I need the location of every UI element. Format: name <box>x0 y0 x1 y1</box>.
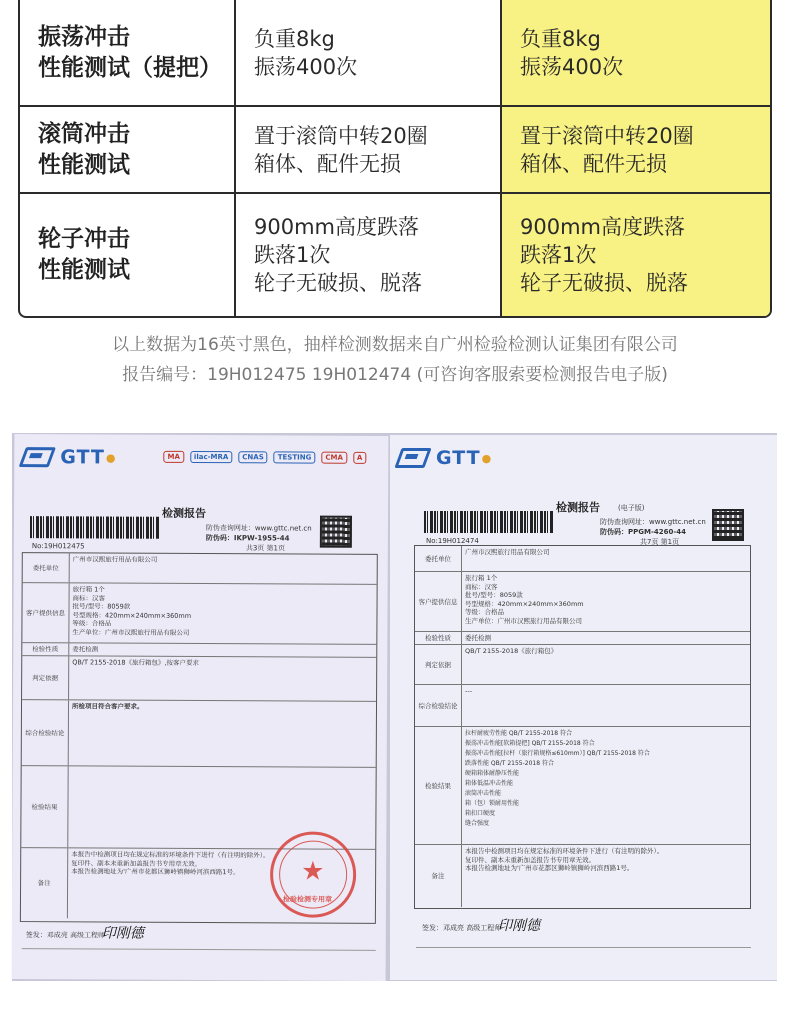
stamp-text: 检验检测专用章 <box>282 895 333 904</box>
stamp-star-icon: ★ <box>301 856 325 887</box>
result-line: 900mm高度跌落 <box>254 215 419 239</box>
cert-logo: CNAS <box>238 451 268 463</box>
form-row <box>415 572 750 632</box>
result-line: 轮子无破损、脱落 <box>520 271 688 295</box>
competitor-cell <box>236 107 502 194</box>
competitor-cell <box>236 194 502 316</box>
page-count: 共7页 第1页 <box>640 538 680 546</box>
form-label: 判定依据 <box>415 645 462 684</box>
signature: 印刚德 <box>101 925 144 942</box>
test-name-line: 性能测试（提把） <box>38 54 222 81</box>
form-row <box>415 645 750 685</box>
form-value: QB/T 2155-2018《旅行箱包》 <box>465 647 558 655</box>
form-value: 所检项目符合客户要求。 <box>71 702 144 711</box>
report-title: 检测报告 <box>161 506 207 521</box>
form-row <box>22 583 376 645</box>
form-row <box>415 685 750 727</box>
form-value: 委托检测 <box>72 645 99 654</box>
gtt-dot-icon: ● <box>105 451 116 465</box>
result-line: 轮子无破损、脱落 <box>254 271 422 295</box>
signer: 签发：邓成亮 高级工程师 <box>25 931 106 940</box>
result-line: 置于滚筒中转20圈 <box>254 123 428 148</box>
test-report-document <box>12 434 389 981</box>
cert-logos <box>164 451 367 464</box>
gtt-logo <box>398 447 491 469</box>
form-label: 综合检验结论 <box>415 685 462 726</box>
result-line: 跌落1次 <box>520 243 597 267</box>
qr-code <box>712 509 744 541</box>
cert-logo: TESTING <box>274 451 316 463</box>
gtt-logo <box>22 446 115 468</box>
report-form <box>414 545 751 909</box>
form-label: 判定依据 <box>22 656 69 699</box>
form-label: 备注 <box>415 845 462 907</box>
security-code: 防伪码：IKPW-1955-44 <box>205 534 290 543</box>
form-label: 备注 <box>21 848 68 918</box>
form-value: 旅行箱 1个 商标：汉客 批号/型号：8059款 号型规格：420mm×240mm×360mm 等级：合格品 生产单位：广州市汉熙旅行用品有限公司 <box>465 574 584 625</box>
report-title: 检测报告 <box>556 501 600 514</box>
cert-logo: A <box>353 452 366 464</box>
gtt-logo-icon <box>19 447 56 467</box>
test-name-cell <box>20 107 236 194</box>
result-line: 900mm高度跌落 <box>520 215 685 239</box>
gtt-logo-icon <box>394 448 431 468</box>
form-value: 拉杆耐疲劳性能 QB/T 2155-2018 符合 振荡冲击性能[软箱提把] QB/T 2155-2018 符合 振荡冲击性能[拉杆（旅行箱规格≤610mm）] QB/T 2155-2018 符合 跌落性能 QB/T 2155-2018 符合 硬箱箱体耐静压性能 箱体低温冲击性能 滚筒冲击性能 箱（包）锁耐用性能 箱扣口硬度 缝合强度 <box>465 730 650 827</box>
form-value: 本报告中检测项目均在规定标准的环境条件下进行（有注明的除外）。 复印件、副本未重新加盖报告书专用章无效。 本报告检测地址为'广州市花都区狮岭镇狮岭河滨西路1号。 <box>465 847 664 872</box>
form-label: 客户提供信息 <box>22 583 69 642</box>
form-label: 综合检验结论 <box>22 700 69 765</box>
form-value: QB/T 2155-2018《旅行箱包》,按客户要求 <box>72 658 200 667</box>
form-label: 检验结果 <box>415 727 462 844</box>
qr-code <box>320 516 352 548</box>
form-row <box>23 553 377 585</box>
result-line: 负重8kg <box>520 26 601 51</box>
form-row <box>415 845 750 907</box>
result-line: 箱体、配件无损 <box>520 151 667 176</box>
competitor-cell <box>236 0 502 107</box>
form-row <box>415 546 750 572</box>
form-row <box>415 632 750 645</box>
comparison-table <box>18 0 772 318</box>
report-number: No:19H012475 <box>31 542 85 551</box>
query-site: 防伪查询网址：www.gttc.net.cn <box>205 524 312 533</box>
highlight-cell <box>502 0 770 107</box>
report-number-note: 报告编号：19H012475 19H012474 (可咨询客服索要检测报告电子版) <box>122 365 668 385</box>
result-line: 跌落1次 <box>254 243 331 267</box>
data-source-note: 以上数据为16英寸黑色，抽样检测数据来自广州检验检测认证集团有限公司 <box>112 335 678 355</box>
footer-divider <box>416 947 751 948</box>
page-count: 共3页 第1页 <box>245 544 285 553</box>
official-stamp <box>270 831 356 917</box>
signer: 签发：邓成亮 高级工程师 <box>422 924 502 932</box>
form-label: 客户提供信息 <box>415 572 462 631</box>
result-line: 振荡400次 <box>254 54 358 79</box>
highlight-cell <box>502 107 770 194</box>
form-row <box>22 656 376 702</box>
form-value: 旅行箱 1个 商标：汉客 批号/型号：8059款 号型规格：420mm×240mm×360mm 等级：合格品 生产单位：广州市汉熙旅行用品有限公司 <box>72 585 192 637</box>
form-value: --- <box>465 687 473 695</box>
report-subtitle: (电子版) <box>618 504 645 512</box>
test-name-line: 振荡冲击 <box>38 23 130 50</box>
footer-divider <box>22 948 376 951</box>
test-name-line: 性能测试 <box>38 257 130 283</box>
form-label: 委托单位 <box>23 553 70 582</box>
gtt-brand: GTT <box>436 447 481 469</box>
test-name-line: 轮子冲击 <box>38 226 130 252</box>
form-value: 委托检测 <box>465 634 491 642</box>
form-row <box>415 727 750 845</box>
barcode <box>424 511 554 533</box>
form-label: 检验结果 <box>21 766 68 847</box>
gtt-dot-icon: ● <box>481 451 492 465</box>
cert-logo: MA <box>164 451 184 463</box>
form-label: 委托单位 <box>415 546 462 571</box>
test-name-line: 滚筒冲击 <box>38 120 130 147</box>
test-name-cell <box>20 194 236 316</box>
cert-logo: ilac-MRA <box>190 451 232 463</box>
result-line: 负重8kg <box>254 26 335 51</box>
barcode <box>30 516 160 539</box>
test-report-document <box>390 435 777 980</box>
form-label: 检验性质 <box>22 643 69 655</box>
query-site: 防伪查询网址：www.gttc.net.cn <box>600 518 706 526</box>
form-value: 本报告中检测项目均在规定标准的环境条件下进行（有注明的除外）。 复印件、副本未重新加盖报告书专用章无效。 本报告检测地址为'广州市花都区狮岭镇狮岭河滨西路1号。 <box>71 850 270 877</box>
report-number: No:19H012474 <box>426 537 479 545</box>
security-code: 防伪码：PPGM-4260-44 <box>600 528 687 536</box>
test-name-cell <box>20 0 236 107</box>
result-line: 置于滚筒中转20圈 <box>520 123 694 148</box>
form-value: 广州市汉熙旅行用品有限公司 <box>72 555 158 564</box>
form-row <box>22 700 376 768</box>
form-label: 检验性质 <box>415 632 462 644</box>
cert-logo: CMA <box>321 452 347 464</box>
highlight-cell <box>502 194 770 316</box>
result-line: 振荡400次 <box>520 54 624 79</box>
form-value: 广州市汉熙旅行用品有限公司 <box>465 548 550 556</box>
result-line: 箱体、配件无损 <box>254 151 401 176</box>
gtt-brand: GTT <box>60 446 105 469</box>
test-name-line: 性能测试 <box>38 151 130 178</box>
signature: 印刚德 <box>498 918 540 934</box>
